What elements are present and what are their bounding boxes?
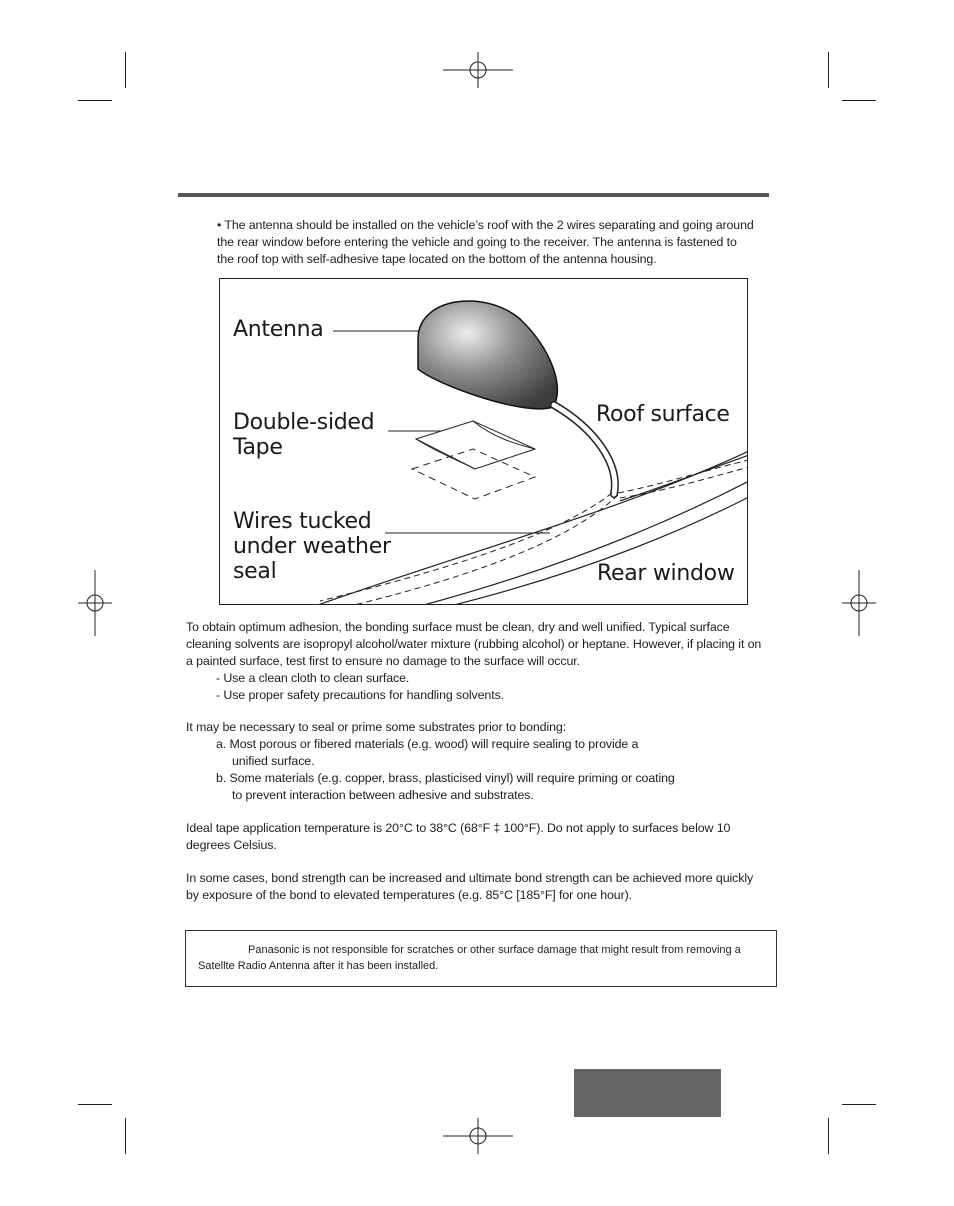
label-roof-surface: Roof surface (596, 402, 730, 427)
seal-paragraph (186, 719, 786, 804)
crop-mark (125, 52, 126, 88)
adhesion-line: a painted surface, test first to ensure no damage to the surface will occur. (186, 654, 580, 668)
seal-item-continued: unified surface. (232, 754, 315, 768)
temperature-line: Ideal tape application temperature is 20°C to 38°C (68°F ‡ 100°F). Do not apply to surfaces below 10 (186, 821, 731, 835)
seal-item: a. Most porous or fibered materials (e.g. wood) will require sealing to provide a (216, 737, 639, 751)
bond-paragraph (186, 870, 786, 904)
tucked-wire (618, 460, 748, 493)
weather-seal-edge (620, 455, 748, 501)
adhesion-line: To obtain optimum adhesion, the bonding surface must be clean, dry and well unified. Typical surface (186, 620, 730, 634)
adhesion-bullet: - Use proper safety precautions for handling solvents. (216, 688, 505, 702)
crop-mark (125, 1118, 126, 1154)
crop-mark (78, 100, 112, 101)
label-rear-window: Rear window (597, 561, 735, 586)
seal-item: b. Some materials (e.g. copper, brass, plasticised vinyl) will require priming or coating (216, 771, 675, 785)
registration-mark-icon (443, 52, 513, 88)
note-line: Panasonic is not responsible for scratches or other surface damage that might result from removing a (248, 944, 741, 956)
registration-mark-icon (842, 570, 876, 636)
antenna-installation-figure (219, 278, 748, 605)
label-wires-tucked (233, 509, 391, 584)
tucked-wire (620, 467, 748, 498)
intro-line: • The antenna should be installed on the vehicle’s roof with the 2 wires separating and going around (217, 218, 754, 232)
note-line: Satellte Radio Antenna after it has been installed. (198, 960, 439, 972)
bond-line: by exposure of the bond to elevated temperatures (e.g. 85°C [185°F] for one hour). (186, 888, 632, 902)
label-line: Double-sided (233, 410, 375, 435)
page-number-box (574, 1069, 721, 1117)
temperature-line: degrees Celsius. (186, 838, 277, 852)
intro-paragraph (217, 217, 777, 268)
adhesion-line: cleaning solvents are isopropyl alcohol/water mixture (rubbing alcohol) or heptane. However, if placing it on (186, 637, 762, 651)
weather-seal-edge (420, 481, 748, 605)
header-rule (178, 193, 769, 197)
label-line: seal (233, 559, 277, 584)
crop-mark (78, 1104, 112, 1105)
intro-line: the rear window before entering the vehicle and going to the receiver. The antenna is fastened to (217, 235, 737, 249)
antenna-dome (418, 301, 557, 409)
temperature-paragraph (186, 820, 786, 854)
crop-mark (828, 52, 829, 88)
label-line: Wires tucked (233, 509, 372, 534)
label-double-sided-tape (233, 410, 374, 460)
crop-mark (842, 1104, 876, 1105)
tape-sheet (416, 421, 535, 469)
registration-mark-icon (78, 570, 112, 636)
intro-line: the roof top with self-adhesive tape located on the bottom of the antenna housing. (217, 252, 657, 266)
adhesion-paragraph (186, 619, 786, 704)
adhesion-bullet: - Use a clean cloth to clean surface. (216, 671, 410, 685)
bond-line: In some cases, bond strength can be increased and ultimate bond strength can be achieved more quickly (186, 871, 754, 885)
seal-intro: It may be necessary to seal or prime some substrates prior to bonding: (186, 720, 567, 734)
registration-mark-icon (443, 1118, 513, 1154)
label-antenna: Antenna (233, 317, 324, 342)
label-line: under weather (233, 534, 391, 559)
label-line: Tape (233, 435, 283, 460)
disclaimer-note (185, 930, 777, 987)
seal-item-continued: to prevent interaction between adhesive and substrates. (232, 788, 534, 802)
crop-mark (842, 100, 876, 101)
crop-mark (828, 1118, 829, 1154)
